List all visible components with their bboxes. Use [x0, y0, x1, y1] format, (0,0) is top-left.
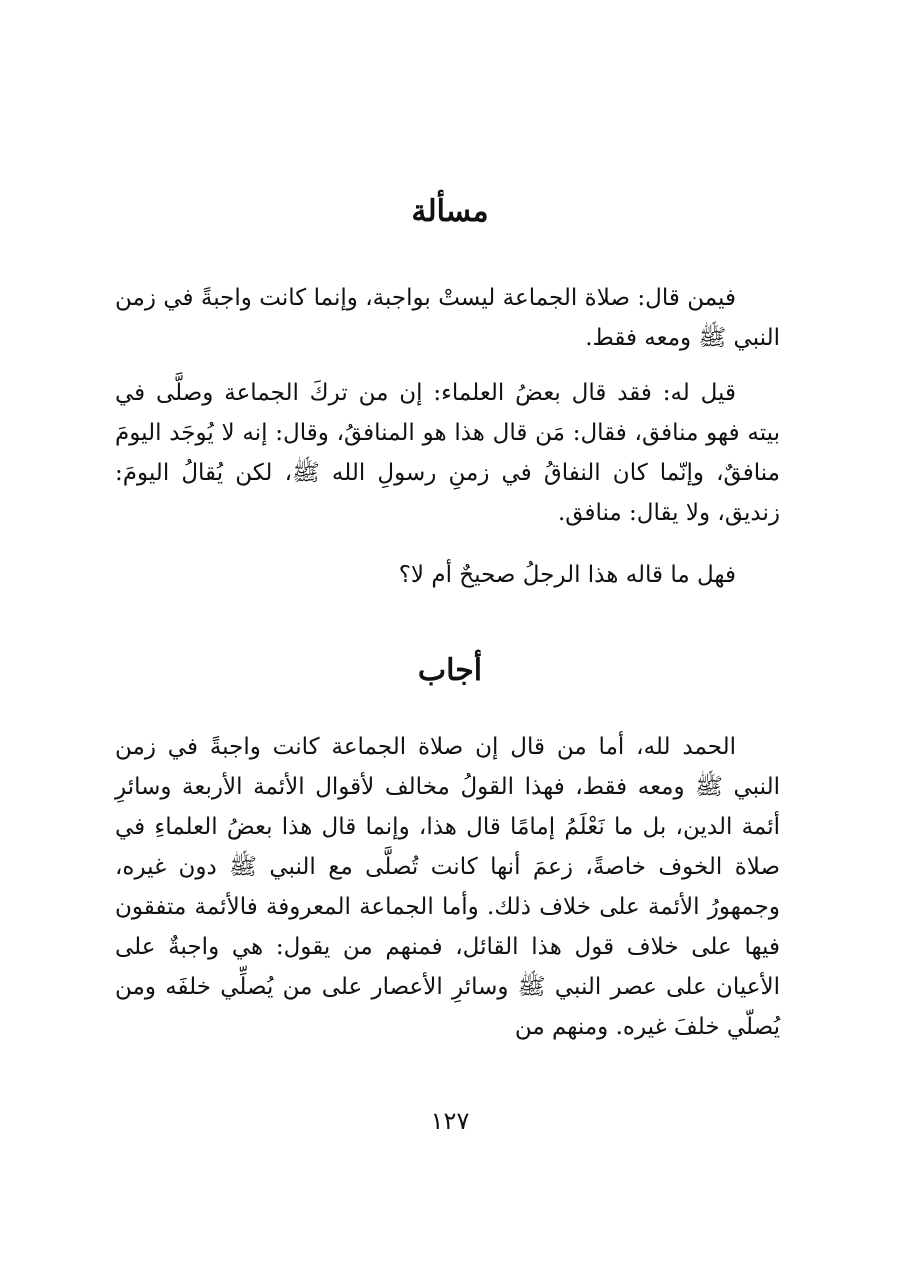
- answer-heading: أجاب: [417, 653, 483, 688]
- question-heading: مسألة: [411, 194, 489, 229]
- question-paragraph-2: قيل له: فقد قال بعضُ العلماء: إن من تركَ الجماعة وصلَّى في بيته فهو منافق، فقال: مَن قال هذا هو المنافقُ، وقال: إنه لا يُوجَد اليومَ منافقٌ، وإنّما كان النفاقُ في زمنِ رسولِ الله ﷺ، لكن يُقالُ اليومَ: زنديق، ولا يقال: منافق.: [115, 380, 780, 526]
- question-paragraph-1: فيمن قال: صلاة الجماعة ليستْ بواجبة، وإنما كانت واجبةً في زمن النبي ﷺ ومعه فقط.: [115, 285, 780, 351]
- answer-paragraph-1: الحمد لله، أما من قال إن صلاة الجماعة كانت واجبةً في زمن النبي ﷺ ومعه فقط، فهذا القولُ مخالف لأقوال الأئمة الأربعة وسائرِ أئمة الدين، بل ما نَعْلَمُ إمامًا قال هذا، وإنما قال هذا بعضُ العلماءِ في صلاة الخوف خاصةً، زعمَ أنها كانت تُصلَّى مع النبي ﷺ دون غيره، وجمهورُ الأئمة على خلاف ذلك. وأما الجماعة المعروفة فالأئمة متفقون فيها على خلاف قول هذا القائل، فمنهم من يقول: هي واجبةٌ على الأعيان على عصر النبي ﷺ وسائرِ الأعصار على من يُصلِّي خلفَه ومن يُصلّي خلفَ غيره. ومنهم من: [115, 734, 780, 1040]
- question-paragraph-3: فهل ما قاله هذا الرجلُ صحيحٌ أم لا؟: [398, 562, 736, 588]
- page-number: ١٢٧: [430, 1107, 470, 1135]
